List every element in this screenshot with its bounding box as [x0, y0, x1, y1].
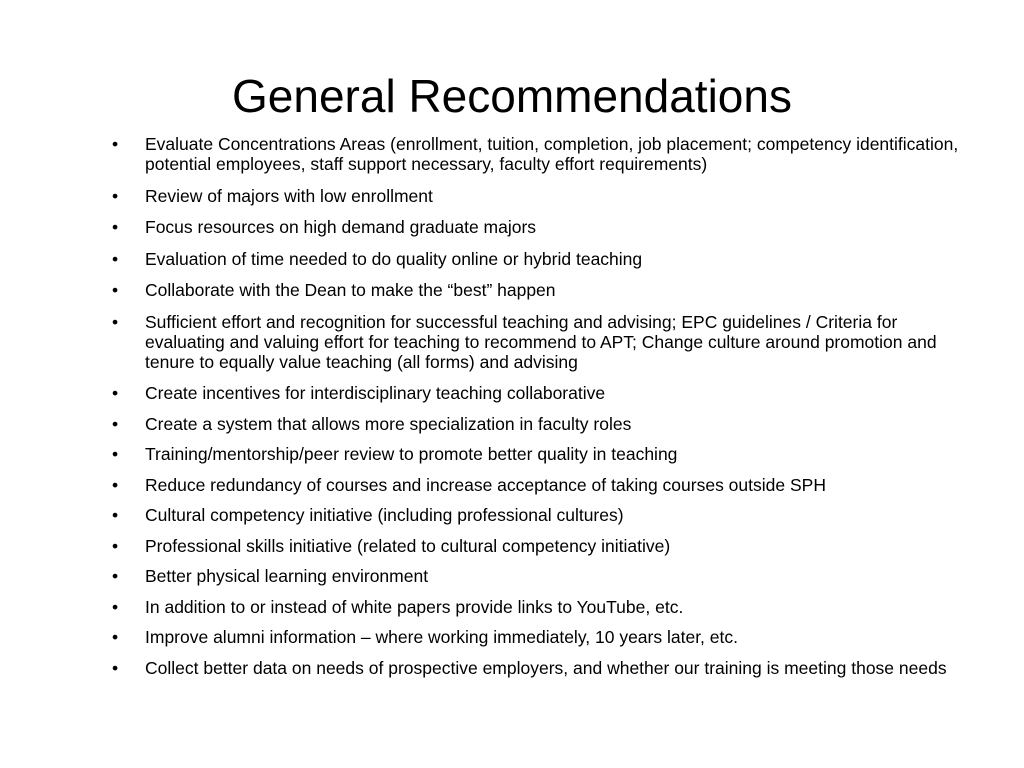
bullet-list — [112, 134, 962, 688]
bullet-text: In addition to or instead of white papers provide links to YouTube, etc. — [145, 596, 684, 617]
bullet-item — [112, 475, 962, 495]
bullet-text: Create a system that allows more specialization in faculty roles — [145, 413, 632, 434]
bullet-item — [112, 186, 962, 206]
bullet-text: Professional skills initiative (related to cultural competency initiative) — [145, 535, 671, 556]
bullet-text: Evaluate Concentrations Areas (enrollment, tuition, completion, job placement; competency identification, potential employees, staff support necessary, faculty effort requirements) — [145, 134, 959, 174]
bullet-item — [112, 536, 962, 556]
bullet-text: Collaborate with the Dean to make the “best” happen — [145, 280, 556, 300]
bullet-icon: • — [112, 535, 119, 556]
bullet-icon: • — [112, 311, 119, 332]
bullet-item — [112, 280, 962, 300]
bullet-text: Focus resources on high demand graduate majors — [145, 217, 537, 237]
bullet-item — [112, 566, 962, 586]
bullet-text: Evaluation of time needed to do quality online or hybrid teaching — [145, 248, 643, 269]
bullet-text: Better physical learning environment — [145, 566, 429, 586]
bullet-item — [112, 249, 962, 269]
bullet-text: Reduce redundancy of courses and increase acceptance of taking courses outside SPH — [145, 474, 826, 495]
bullet-text: Create incentives for interdisciplinary teaching collaborative — [145, 383, 606, 403]
bullet-text: Sufficient effort and recognition for successful teaching and advising; EPC guidelines / Criteria for evaluating and valuing effort for teaching to recommend to APT; Change culture around promotion and tenure to equally value teaching (all forms) and advising — [145, 311, 937, 372]
bullet-item — [112, 444, 962, 464]
bullet-text: Improve alumni information – where working immediately, 10 years later, etc. — [145, 627, 738, 647]
bullet-icon: • — [112, 474, 119, 495]
bullet-text: Training/mentorship/peer review to promote better quality in teaching — [145, 444, 678, 464]
bullet-item — [112, 217, 962, 237]
bullet-icon: • — [112, 134, 119, 154]
bullet-text: Cultural competency initiative (including professional cultures) — [145, 505, 624, 525]
bullet-icon: • — [112, 280, 119, 300]
bullet-icon: • — [112, 413, 119, 434]
bullet-text: Review of majors with low enrollment — [145, 185, 433, 206]
bullet-icon: • — [112, 505, 119, 525]
bullet-icon: • — [112, 596, 119, 617]
bullet-icon: • — [112, 248, 119, 269]
bullet-icon: • — [112, 444, 119, 464]
bullet-icon: • — [112, 657, 119, 678]
bullet-icon: • — [112, 217, 119, 237]
bullet-item — [112, 627, 962, 647]
bullet-text: Collect better data on needs of prospective employers, and whether our training is meeting those needs — [145, 657, 947, 678]
bullet-item — [112, 505, 962, 525]
bullet-item — [112, 414, 962, 434]
bullet-icon: • — [112, 383, 119, 403]
bullet-icon: • — [112, 627, 119, 647]
bullet-item — [112, 134, 962, 174]
slide-title: General Recommendations — [232, 70, 792, 122]
bullet-item — [112, 312, 962, 372]
bullet-icon: • — [112, 566, 119, 586]
bullet-item — [112, 658, 962, 678]
bullet-item — [112, 383, 962, 403]
bullet-icon: • — [112, 185, 119, 206]
bullet-item — [112, 597, 962, 617]
